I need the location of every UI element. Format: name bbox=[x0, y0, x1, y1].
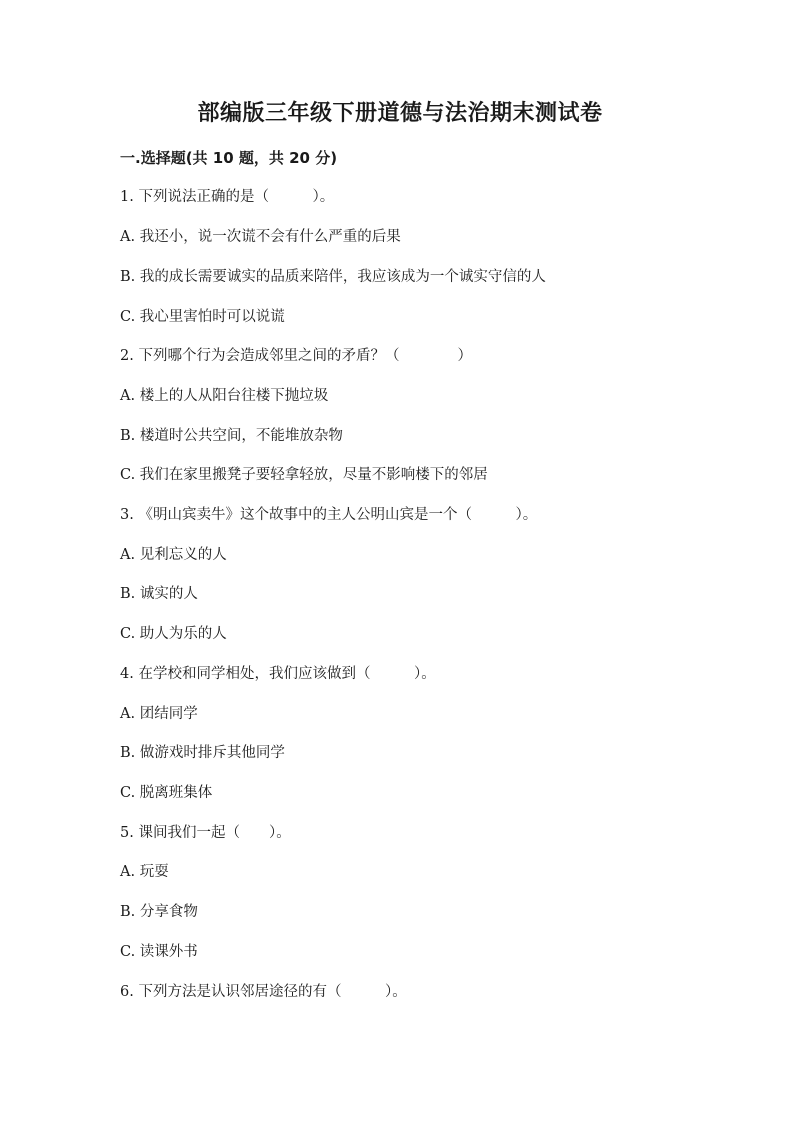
option-text: B. 诚实的人 bbox=[120, 586, 198, 602]
question-stem: 4. 在学校和同学相处，我们应该做到（ ）。 bbox=[120, 666, 436, 682]
option-text: C. 读课外书 bbox=[120, 944, 198, 960]
option-text: C. 我们在家里搬凳子要轻拿轻放，尽量不影响楼下的邻居 bbox=[120, 467, 488, 483]
question-stem: 1. 下列说法正确的是（ ）。 bbox=[120, 189, 335, 205]
option-text: B. 分享食物 bbox=[120, 904, 198, 920]
question-stem: 3. 《明山宾卖牛》这个故事中的主人公明山宾是一个（ ）。 bbox=[120, 507, 538, 523]
option-text: B. 楼道时公共空间，不能堆放杂物 bbox=[120, 428, 343, 444]
question-stem: 2. 下列哪个行为会造成邻里之间的矛盾？（ ） bbox=[120, 348, 472, 364]
option-text: A. 团结同学 bbox=[120, 706, 198, 722]
option-text: B. 做游戏时排斥其他同学 bbox=[120, 745, 285, 761]
page-title: 部编版三年级下册道德与法治期末测试卷 bbox=[197, 101, 603, 126]
section-heading: 一.选择题(共 10 题，共 20 分) bbox=[120, 149, 338, 167]
option-text: A. 见利忘义的人 bbox=[120, 547, 227, 563]
option-text: A. 我还小，说一次谎不会有什么严重的后果 bbox=[120, 229, 401, 245]
option-text: C. 脱离班集体 bbox=[120, 785, 213, 801]
option-text: B. 我的成长需要诚实的品质来陪伴，我应该成为一个诚实守信的人 bbox=[120, 269, 546, 285]
option-text: A. 玩耍 bbox=[120, 864, 169, 880]
option-text: C. 我心里害怕时可以说谎 bbox=[120, 309, 285, 325]
option-text: C. 助人为乐的人 bbox=[120, 626, 227, 642]
option-text: A. 楼上的人从阳台往楼下抛垃圾 bbox=[120, 388, 329, 404]
question-stem: 5. 课间我们一起（ ）。 bbox=[120, 825, 291, 841]
question-stem: 6. 下列方法是认识邻居途径的有（ ）。 bbox=[120, 984, 407, 1000]
